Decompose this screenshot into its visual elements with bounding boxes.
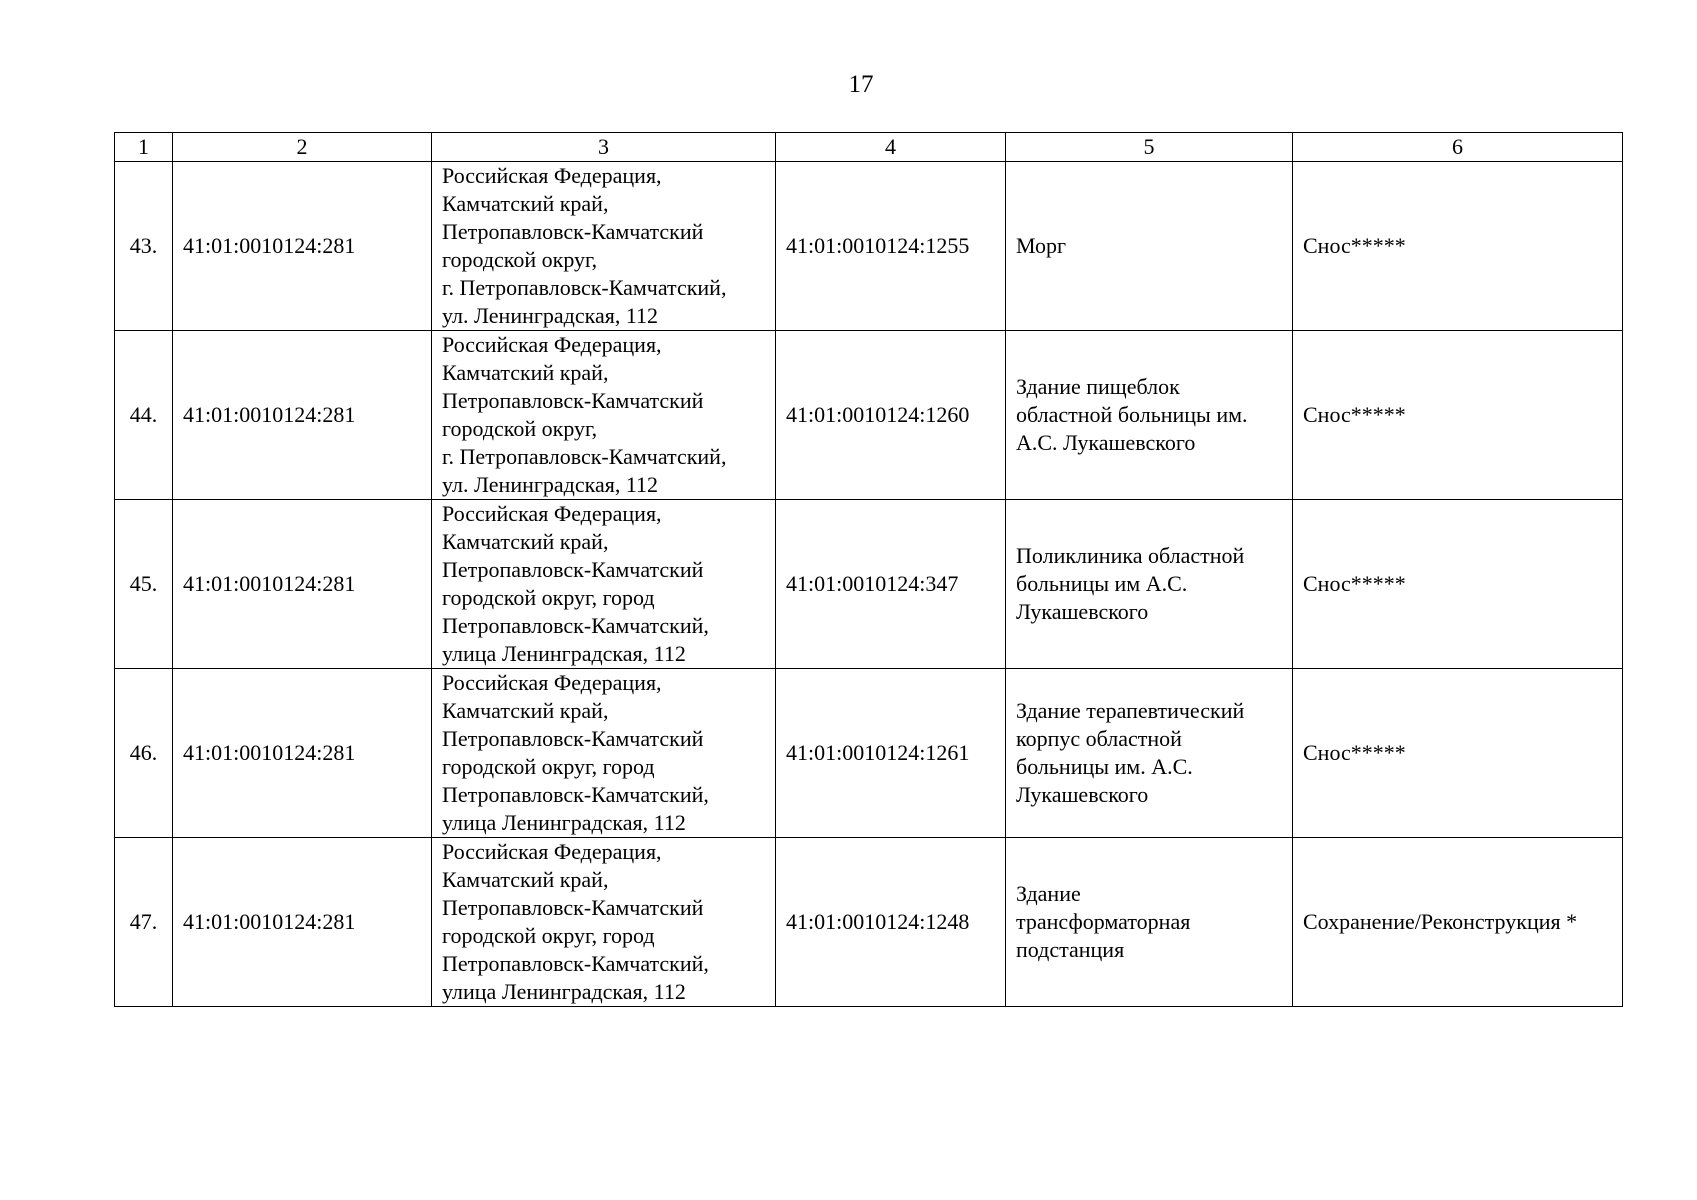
object-action: Сохранение/Реконструкция * bbox=[1293, 838, 1623, 1007]
header-row bbox=[115, 133, 1623, 162]
object-name: Здание пищеблок областной больницы им. А.С. Лукашевского bbox=[1006, 331, 1293, 500]
object-cadastral-number: 41:01:0010124:1261 bbox=[776, 669, 1006, 838]
header-col-3: 3 bbox=[432, 133, 776, 162]
address: Российская Федерация, Камчатский край, Петропавловск-Камчатский городской округ, г. Петропавловск-Камчатский, ул. Ленинградская, 112 bbox=[432, 331, 776, 500]
object-action: Снос***** bbox=[1293, 669, 1623, 838]
table-row bbox=[115, 669, 1623, 838]
object-cadastral-number: 41:01:0010124:1255 bbox=[776, 162, 1006, 331]
address: Российская Федерация, Камчатский край, Петропавловск-Камчатский городской округ, г. Петропавловск-Камчатский, ул. Ленинградская, 112 bbox=[432, 162, 776, 331]
row-number: 46. bbox=[115, 669, 173, 838]
land-cadastral-number: 41:01:0010124:281 bbox=[173, 669, 432, 838]
header-col-6: 6 bbox=[1293, 133, 1623, 162]
row-number: 47. bbox=[115, 838, 173, 1007]
header-col-5: 5 bbox=[1006, 133, 1293, 162]
table-body bbox=[115, 162, 1623, 1007]
object-cadastral-number: 41:01:0010124:1248 bbox=[776, 838, 1006, 1007]
object-name: Морг bbox=[1006, 162, 1293, 331]
object-name: Здание терапевтический корпус областной больницы им. А.С. Лукашевского bbox=[1006, 669, 1293, 838]
row-number: 44. bbox=[115, 331, 173, 500]
objects-table bbox=[114, 132, 1623, 1007]
table-row bbox=[115, 500, 1623, 669]
table-row bbox=[115, 162, 1623, 331]
object-action: Снос***** bbox=[1293, 331, 1623, 500]
table-row bbox=[115, 331, 1623, 500]
row-number: 45. bbox=[115, 500, 173, 669]
address: Российская Федерация, Камчатский край, Петропавловск-Камчатский городской округ, город Петропавловск-Камчатский, улица Ленинградская, 112 bbox=[432, 669, 776, 838]
object-name: Здание трансформаторная подстанция bbox=[1006, 838, 1293, 1007]
address: Российская Федерация, Камчатский край, Петропавловск-Камчатский городской округ, город Петропавловск-Камчатский, улица Ленинградская, 112 bbox=[432, 500, 776, 669]
header-col-2: 2 bbox=[173, 133, 432, 162]
page-number: 17 bbox=[848, 71, 874, 98]
object-cadastral-number: 41:01:0010124:1260 bbox=[776, 331, 1006, 500]
object-cadastral-number: 41:01:0010124:347 bbox=[776, 500, 1006, 669]
land-cadastral-number: 41:01:0010124:281 bbox=[173, 331, 432, 500]
table-header bbox=[115, 133, 1623, 162]
header-col-4: 4 bbox=[776, 133, 1006, 162]
land-cadastral-number: 41:01:0010124:281 bbox=[173, 162, 432, 331]
land-cadastral-number: 41:01:0010124:281 bbox=[173, 838, 432, 1007]
address: Российская Федерация, Камчатский край, Петропавловск-Камчатский городской округ, город Петропавловск-Камчатский, улица Ленинградская, 112 bbox=[432, 838, 776, 1007]
header-col-1: 1 bbox=[115, 133, 173, 162]
object-action: Снос***** bbox=[1293, 500, 1623, 669]
land-cadastral-number: 41:01:0010124:281 bbox=[173, 500, 432, 669]
row-number: 43. bbox=[115, 162, 173, 331]
object-action: Снос***** bbox=[1293, 162, 1623, 331]
object-name: Поликлиника областной больницы им А.С. Лукашевского bbox=[1006, 500, 1293, 669]
table-row bbox=[115, 838, 1623, 1007]
